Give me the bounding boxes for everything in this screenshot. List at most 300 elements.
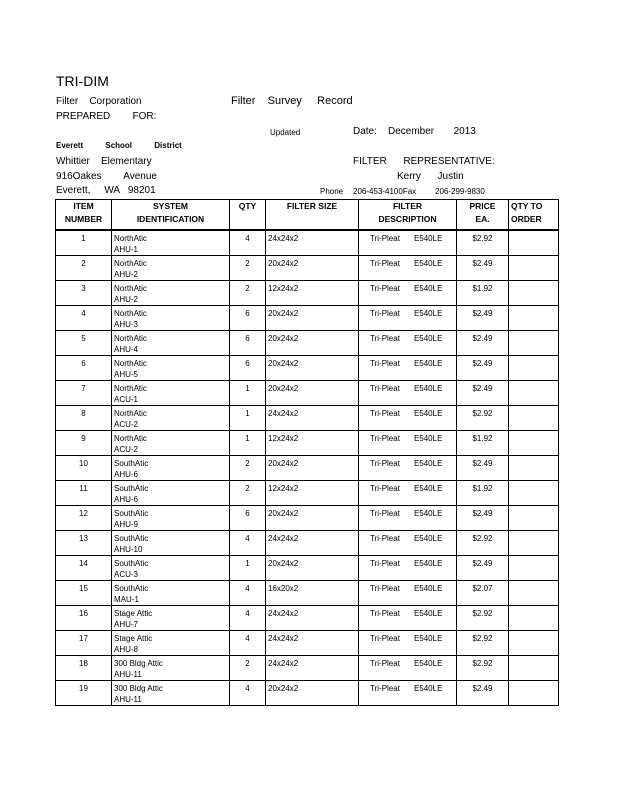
filter-description-cell bbox=[359, 381, 457, 406]
filter-model: E540LE bbox=[413, 509, 443, 518]
price-value: $2.49 bbox=[472, 384, 493, 393]
price-value: $2.92 bbox=[472, 609, 493, 618]
filter-description-cell bbox=[359, 581, 457, 606]
table-row bbox=[56, 506, 559, 531]
system-id-cell bbox=[112, 281, 230, 306]
qty-cell bbox=[230, 331, 266, 356]
filter-size-cell bbox=[266, 506, 359, 531]
customer-name: Everett School District bbox=[56, 141, 182, 150]
item-number-cell bbox=[56, 256, 112, 281]
filter-brand: Tri-Pleat bbox=[370, 634, 400, 643]
filter-size: 24x24x2 bbox=[268, 234, 299, 243]
item-number: 4 bbox=[81, 309, 86, 318]
filter-size-cell bbox=[266, 456, 359, 481]
item-number: 16 bbox=[79, 609, 88, 618]
price-value: $2.49 bbox=[472, 559, 493, 568]
price-cell bbox=[457, 381, 509, 406]
header-qty: QTY bbox=[230, 200, 266, 231]
qty-cell bbox=[230, 581, 266, 606]
rep-name: Kerry Justin bbox=[397, 171, 464, 182]
filter-model: E540LE bbox=[413, 634, 443, 643]
price-value: $1.92 bbox=[472, 284, 493, 293]
header-qty-to-order: QTY TO ORDER bbox=[509, 200, 559, 231]
qty-to-order-cell[interactable] bbox=[509, 431, 559, 456]
system-location: 300 Bldg Attic bbox=[114, 684, 163, 693]
system-id-cell bbox=[112, 606, 230, 631]
price-cell bbox=[457, 581, 509, 606]
filter-size: 20x24x2 bbox=[268, 559, 299, 568]
qty-value: 6 bbox=[245, 334, 250, 343]
item-number-cell bbox=[56, 381, 112, 406]
qty-cell bbox=[230, 506, 266, 531]
filter-size-cell bbox=[266, 531, 359, 556]
address-line-2: Everett, WA 98201 bbox=[56, 185, 156, 196]
filter-size: 20x24x2 bbox=[268, 259, 299, 268]
filter-size: 12x24x2 bbox=[268, 284, 299, 293]
price-cell bbox=[457, 656, 509, 681]
price-cell bbox=[457, 631, 509, 656]
filter-size-cell bbox=[266, 331, 359, 356]
item-number-cell bbox=[56, 556, 112, 581]
filter-model: E540LE bbox=[413, 559, 443, 568]
price-value: $2.49 bbox=[472, 334, 493, 343]
qty-cell bbox=[230, 306, 266, 331]
system-id-cell bbox=[112, 356, 230, 381]
filter-size: 20x24x2 bbox=[268, 334, 299, 343]
qty-to-order-cell[interactable] bbox=[509, 356, 559, 381]
qty-value: 4 bbox=[245, 609, 250, 618]
system-unit: ACU-3 bbox=[114, 570, 139, 579]
table-row bbox=[56, 431, 559, 456]
filter-description-cell bbox=[359, 256, 457, 281]
price-value: $2.92 bbox=[472, 234, 493, 243]
qty-to-order-cell[interactable] bbox=[509, 456, 559, 481]
system-unit: AHU-1 bbox=[114, 245, 139, 254]
table-body bbox=[56, 230, 559, 706]
system-location: NorthAtic bbox=[114, 384, 147, 393]
item-number: 12 bbox=[79, 509, 88, 518]
filter-size: 24x24x2 bbox=[268, 659, 299, 668]
qty-value: 2 bbox=[245, 659, 250, 668]
price-cell bbox=[457, 331, 509, 356]
date-label: Date: bbox=[353, 126, 377, 137]
address-line-1: 916Oakes Avenue bbox=[56, 171, 157, 182]
system-unit: AHU-10 bbox=[114, 545, 143, 554]
item-number-cell bbox=[56, 481, 112, 506]
system-unit: AHU-11 bbox=[114, 670, 142, 679]
system-location: SouthAtic bbox=[114, 534, 149, 543]
filter-model: E540LE bbox=[413, 259, 443, 268]
item-number: 1 bbox=[81, 234, 86, 243]
qty-value: 1 bbox=[245, 434, 250, 443]
filter-model: E540LE bbox=[413, 534, 443, 543]
system-id-cell bbox=[112, 456, 230, 481]
qty-to-order-cell[interactable] bbox=[509, 556, 559, 581]
qty-cell bbox=[230, 531, 266, 556]
table-row bbox=[56, 306, 559, 331]
filter-brand: Tri-Pleat bbox=[370, 484, 400, 493]
filter-size-cell bbox=[266, 306, 359, 331]
table-row bbox=[56, 230, 559, 256]
item-number-cell bbox=[56, 531, 112, 556]
filter-description-cell bbox=[359, 281, 457, 306]
filter-description-cell bbox=[359, 406, 457, 431]
filter-description-cell bbox=[359, 681, 457, 706]
table-row bbox=[56, 381, 559, 406]
item-number-cell bbox=[56, 431, 112, 456]
filter-description-cell bbox=[359, 356, 457, 381]
filter-description-cell bbox=[359, 431, 457, 456]
table-row bbox=[56, 681, 559, 706]
table-row bbox=[56, 631, 559, 656]
filter-size: 24x24x2 bbox=[268, 534, 299, 543]
item-number: 13 bbox=[79, 534, 88, 543]
filter-description-cell bbox=[359, 306, 457, 331]
filter-description-cell bbox=[359, 606, 457, 631]
system-location: SouthAtic bbox=[114, 459, 149, 468]
system-location: Stage Attic bbox=[114, 609, 153, 618]
item-number: 7 bbox=[81, 384, 86, 393]
qty-value: 2 bbox=[245, 284, 250, 293]
system-id-cell bbox=[112, 506, 230, 531]
filter-model: E540LE bbox=[413, 234, 443, 243]
system-id-cell bbox=[112, 381, 230, 406]
qty-to-order-cell[interactable] bbox=[509, 281, 559, 306]
qty-cell bbox=[230, 406, 266, 431]
filter-brand: Tri-Pleat bbox=[370, 409, 400, 418]
table-row bbox=[56, 281, 559, 306]
system-unit: AHU-4 bbox=[114, 345, 139, 354]
price-value: $2.49 bbox=[472, 309, 493, 318]
filter-size-cell bbox=[266, 656, 359, 681]
system-location: NorthAtic bbox=[114, 334, 147, 343]
filter-model: E540LE bbox=[413, 284, 443, 293]
qty-value: 1 bbox=[245, 559, 250, 568]
filter-brand: Tri-Pleat bbox=[370, 609, 400, 618]
item-number-cell bbox=[56, 281, 112, 306]
filter-description-cell bbox=[359, 230, 457, 256]
system-unit: ACU-2 bbox=[114, 445, 139, 454]
filter-size-cell bbox=[266, 281, 359, 306]
filter-size: 20x24x2 bbox=[268, 459, 299, 468]
price-cell bbox=[457, 606, 509, 631]
price-cell bbox=[457, 456, 509, 481]
system-location: 300 Bldg Attic bbox=[114, 659, 163, 668]
system-unit: ACU-2 bbox=[114, 420, 139, 429]
filter-model: E540LE bbox=[413, 409, 443, 418]
qty-cell bbox=[230, 631, 266, 656]
item-number: 9 bbox=[81, 434, 86, 443]
price-value: $2.49 bbox=[472, 459, 493, 468]
filter-model: E540LE bbox=[413, 484, 443, 493]
qty-to-order-cell[interactable] bbox=[509, 681, 559, 706]
price-cell bbox=[457, 230, 509, 256]
filter-size: 24x24x2 bbox=[268, 609, 299, 618]
system-id-cell bbox=[112, 556, 230, 581]
system-unit: AHU-6 bbox=[114, 470, 139, 479]
price-value: $1.92 bbox=[472, 484, 493, 493]
qty-cell bbox=[230, 281, 266, 306]
filter-brand: Tri-Pleat bbox=[370, 334, 400, 343]
filter-size-cell bbox=[266, 230, 359, 256]
qty-to-order-cell[interactable] bbox=[509, 581, 559, 606]
updated-label: Updated bbox=[270, 128, 301, 137]
system-id-cell bbox=[112, 481, 230, 506]
price-value: $1.92 bbox=[472, 434, 493, 443]
qty-value: 6 bbox=[245, 359, 250, 368]
filter-size-cell bbox=[266, 431, 359, 456]
filter-size: 12x24x2 bbox=[268, 434, 299, 443]
item-number-cell bbox=[56, 230, 112, 256]
filter-brand: Tri-Pleat bbox=[370, 284, 400, 293]
header-filter-size: FILTER SIZE bbox=[266, 200, 359, 231]
filter-size: 24x24x2 bbox=[268, 409, 299, 418]
filter-model: E540LE bbox=[413, 659, 443, 668]
filter-brand: Tri-Pleat bbox=[370, 459, 400, 468]
header-price-each: PRICE EA. bbox=[457, 200, 509, 231]
filter-description-cell bbox=[359, 531, 457, 556]
qty-value: 2 bbox=[245, 459, 250, 468]
qty-value: 4 bbox=[245, 634, 250, 643]
system-location: NorthAtic bbox=[114, 284, 147, 293]
filter-size-cell bbox=[266, 406, 359, 431]
filter-model: E540LE bbox=[413, 359, 443, 368]
system-unit: AHU-7 bbox=[114, 620, 139, 629]
qty-cell bbox=[230, 481, 266, 506]
qty-to-order-cell[interactable] bbox=[509, 606, 559, 631]
price-value: $2.07 bbox=[472, 584, 493, 593]
table-row bbox=[56, 256, 559, 281]
system-id-cell bbox=[112, 230, 230, 256]
item-number-cell bbox=[56, 331, 112, 356]
table-row bbox=[56, 606, 559, 631]
qty-to-order-cell[interactable] bbox=[509, 306, 559, 331]
table-row bbox=[56, 331, 559, 356]
qty-value: 4 bbox=[245, 684, 250, 693]
qty-to-order-cell[interactable] bbox=[509, 481, 559, 506]
item-number: 17 bbox=[79, 634, 88, 643]
filter-brand: Tri-Pleat bbox=[370, 559, 400, 568]
price-cell bbox=[457, 531, 509, 556]
qty-cell bbox=[230, 681, 266, 706]
filter-model: E540LE bbox=[413, 434, 443, 443]
qty-value: 4 bbox=[245, 584, 250, 593]
qty-to-order-cell[interactable] bbox=[509, 506, 559, 531]
item-number: 14 bbox=[79, 559, 88, 568]
system-unit: ACU-1 bbox=[114, 395, 139, 404]
item-number: 11 bbox=[79, 484, 88, 493]
qty-to-order-cell[interactable] bbox=[509, 531, 559, 556]
system-unit: AHU-2 bbox=[114, 270, 139, 279]
system-unit: AHU-6 bbox=[114, 495, 139, 504]
price-value: $2.92 bbox=[472, 409, 493, 418]
qty-cell bbox=[230, 256, 266, 281]
system-location: NorthAtic bbox=[114, 234, 147, 243]
item-number-cell bbox=[56, 506, 112, 531]
filter-brand: Tri-Pleat bbox=[370, 584, 400, 593]
filter-size: 20x24x2 bbox=[268, 384, 299, 393]
filter-size-cell bbox=[266, 356, 359, 381]
price-value: $2.92 bbox=[472, 634, 493, 643]
phone-label: Phone bbox=[320, 187, 344, 196]
qty-to-order-cell[interactable] bbox=[509, 381, 559, 406]
fax-number: 206-299-9830 bbox=[435, 187, 485, 196]
item-number-cell bbox=[56, 356, 112, 381]
item-number: 18 bbox=[79, 659, 88, 668]
item-number-cell bbox=[56, 306, 112, 331]
qty-cell bbox=[230, 656, 266, 681]
qty-cell bbox=[230, 230, 266, 256]
item-number-cell bbox=[56, 681, 112, 706]
price-cell bbox=[457, 256, 509, 281]
system-id-cell bbox=[112, 406, 230, 431]
filter-size-cell bbox=[266, 381, 359, 406]
system-unit: AHU-2 bbox=[114, 295, 139, 304]
system-location: SouthAtic bbox=[114, 509, 149, 518]
filter-brand: Tri-Pleat bbox=[370, 434, 400, 443]
qty-value: 2 bbox=[245, 259, 250, 268]
item-number: 8 bbox=[81, 409, 86, 418]
price-cell bbox=[457, 281, 509, 306]
division-name: Filter Corporation bbox=[56, 96, 142, 107]
record-title: Filter Survey Record bbox=[231, 95, 353, 107]
phone-number: 206-453-4100Fax bbox=[353, 187, 417, 196]
item-number: 15 bbox=[79, 584, 88, 593]
filter-size: 20x24x2 bbox=[268, 509, 299, 518]
filter-size: 16x20x2 bbox=[268, 584, 299, 593]
qty-value: 4 bbox=[245, 534, 250, 543]
table-row bbox=[56, 656, 559, 681]
item-number-cell bbox=[56, 581, 112, 606]
system-id-cell bbox=[112, 431, 230, 456]
qty-value: 4 bbox=[245, 234, 250, 243]
filter-model: E540LE bbox=[413, 459, 443, 468]
qty-value: 6 bbox=[245, 309, 250, 318]
qty-to-order-cell[interactable] bbox=[509, 631, 559, 656]
item-number: 10 bbox=[79, 459, 88, 468]
qty-value: 1 bbox=[245, 409, 250, 418]
qty-cell bbox=[230, 356, 266, 381]
filter-brand: Tri-Pleat bbox=[370, 259, 400, 268]
company-name: TRI-DIM bbox=[56, 73, 109, 89]
filter-size: 24x24x2 bbox=[268, 634, 299, 643]
filter-survey-table bbox=[55, 199, 559, 706]
filter-size-cell bbox=[266, 556, 359, 581]
system-id-cell bbox=[112, 331, 230, 356]
filter-model: E540LE bbox=[413, 684, 443, 693]
qty-to-order-cell[interactable] bbox=[509, 656, 559, 681]
header-system-identification: SYSTEM IDENTIFICATION bbox=[112, 200, 230, 231]
prepared-for-label: PREPARED FOR: bbox=[56, 111, 157, 122]
item-number: 19 bbox=[79, 684, 88, 693]
site-name: Whittier Elementary bbox=[56, 156, 152, 167]
system-unit: MAU-1 bbox=[114, 595, 139, 604]
filter-brand: Tri-Pleat bbox=[370, 359, 400, 368]
filter-size-cell bbox=[266, 581, 359, 606]
system-unit: AHU-8 bbox=[114, 645, 139, 654]
system-location: NorthAtic bbox=[114, 409, 147, 418]
filter-description-cell bbox=[359, 456, 457, 481]
filter-size: 20x24x2 bbox=[268, 359, 299, 368]
system-id-cell bbox=[112, 631, 230, 656]
table-row bbox=[56, 556, 559, 581]
price-value: $2.49 bbox=[472, 259, 493, 268]
system-id-cell bbox=[112, 681, 230, 706]
header-item-number: ITEM NUMBER bbox=[56, 200, 112, 231]
system-unit: AHU-11 bbox=[114, 695, 142, 704]
table-header-row bbox=[56, 200, 559, 231]
filter-model: E540LE bbox=[413, 584, 443, 593]
price-value: $2.92 bbox=[472, 534, 493, 543]
price-value: $2.49 bbox=[472, 684, 493, 693]
price-cell bbox=[457, 306, 509, 331]
system-unit: AHU-9 bbox=[114, 520, 139, 529]
filter-brand: Tri-Pleat bbox=[370, 659, 400, 668]
system-location: SouthAtic bbox=[114, 559, 149, 568]
filter-brand: Tri-Pleat bbox=[370, 234, 400, 243]
price-value: $2.49 bbox=[472, 509, 493, 518]
date-value: December 2013 bbox=[388, 126, 476, 137]
filter-model: E540LE bbox=[413, 334, 443, 343]
rep-label: FILTER REPRESENTATIVE: bbox=[353, 156, 495, 167]
table-row bbox=[56, 481, 559, 506]
qty-to-order-cell[interactable] bbox=[509, 256, 559, 281]
qty-to-order-cell[interactable] bbox=[509, 331, 559, 356]
system-location: SouthAtic bbox=[114, 584, 149, 593]
item-number-cell bbox=[56, 656, 112, 681]
item-number: 5 bbox=[81, 334, 86, 343]
filter-size: 20x24x2 bbox=[268, 684, 299, 693]
filter-brand: Tri-Pleat bbox=[370, 684, 400, 693]
filter-brand: Tri-Pleat bbox=[370, 309, 400, 318]
filter-brand: Tri-Pleat bbox=[370, 534, 400, 543]
system-id-cell bbox=[112, 656, 230, 681]
qty-value: 6 bbox=[245, 509, 250, 518]
table-row bbox=[56, 456, 559, 481]
qty-cell bbox=[230, 381, 266, 406]
filter-size-cell bbox=[266, 681, 359, 706]
system-location: NorthAtic bbox=[114, 359, 147, 368]
price-cell bbox=[457, 431, 509, 456]
system-location: NorthAtic bbox=[114, 309, 147, 318]
filter-size: 20x24x2 bbox=[268, 309, 299, 318]
filter-size-cell bbox=[266, 256, 359, 281]
item-number-cell bbox=[56, 606, 112, 631]
item-number: 2 bbox=[81, 259, 86, 268]
qty-cell bbox=[230, 556, 266, 581]
table-row bbox=[56, 406, 559, 431]
system-unit: AHU-5 bbox=[114, 370, 139, 379]
item-number-cell bbox=[56, 406, 112, 431]
qty-cell bbox=[230, 431, 266, 456]
filter-description-cell bbox=[359, 656, 457, 681]
qty-to-order-cell[interactable] bbox=[509, 406, 559, 431]
filter-description-cell bbox=[359, 556, 457, 581]
filter-model: E540LE bbox=[413, 309, 443, 318]
price-cell bbox=[457, 406, 509, 431]
system-id-cell bbox=[112, 581, 230, 606]
table-row bbox=[56, 356, 559, 381]
filter-brand: Tri-Pleat bbox=[370, 509, 400, 518]
filter-model: E540LE bbox=[413, 609, 443, 618]
filter-description-cell bbox=[359, 481, 457, 506]
qty-to-order-cell[interactable] bbox=[509, 230, 559, 256]
header-filter-description: FILTER DESCRIPTION bbox=[359, 200, 457, 231]
qty-cell bbox=[230, 606, 266, 631]
system-id-cell bbox=[112, 256, 230, 281]
filter-size: 12x24x2 bbox=[268, 484, 299, 493]
filter-size-cell bbox=[266, 606, 359, 631]
